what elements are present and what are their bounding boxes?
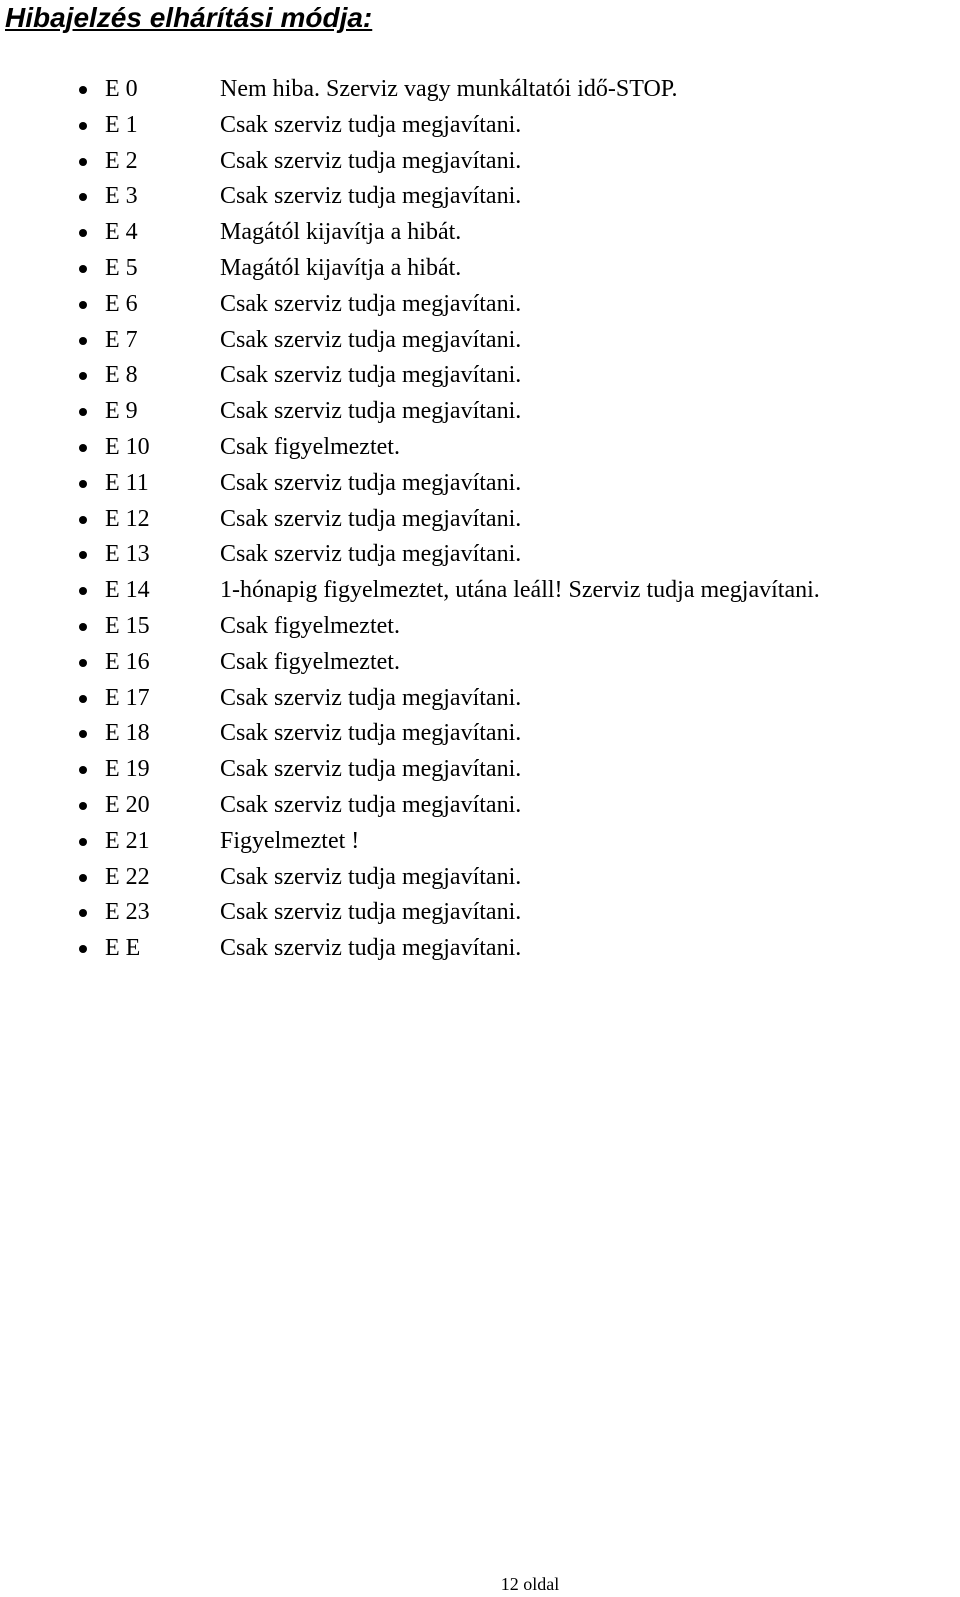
error-code: E 22	[105, 863, 150, 890]
list-item	[0, 931, 960, 967]
error-description: Magától kijavítja a hibát.	[220, 254, 462, 281]
bullet-icon	[79, 158, 87, 166]
page-number: 12 oldal	[500, 1574, 560, 1594]
error-description: Csak szerviz tudja megjavítani.	[220, 290, 522, 317]
bullet-icon	[79, 408, 87, 416]
bullet-icon	[79, 659, 87, 667]
error-description: Csak szerviz tudja megjavítani.	[220, 541, 522, 568]
bullet-icon	[79, 874, 87, 882]
list-item	[0, 251, 960, 287]
error-code: E 6	[105, 290, 138, 317]
list-item	[0, 430, 960, 466]
bullet-icon	[79, 301, 87, 309]
list-item	[0, 681, 960, 717]
error-code: E 7	[105, 326, 138, 353]
list-item	[0, 573, 960, 609]
error-description: Figyelmeztet !	[220, 827, 360, 854]
error-code: E 15	[105, 612, 150, 639]
bullet-icon	[79, 229, 87, 237]
list-item	[0, 895, 960, 931]
bullet-icon	[79, 372, 87, 380]
error-code: E 17	[105, 684, 150, 711]
error-description: Csak szerviz tudja megjavítani.	[220, 684, 522, 711]
error-code: E 0	[105, 76, 138, 102]
list-item	[0, 287, 960, 323]
error-code-list	[0, 72, 960, 967]
error-description: Csak szerviz tudja megjavítani.	[220, 505, 522, 532]
bullet-icon	[79, 265, 87, 273]
error-description: Csak szerviz tudja megjavítani.	[220, 147, 522, 174]
bullet-icon	[79, 766, 87, 774]
error-description: Csak szerviz tudja megjavítani.	[220, 935, 522, 962]
error-code: E 4	[105, 219, 138, 246]
bullet-icon	[79, 193, 87, 201]
error-description: 1-hónapig figyelmeztet, utána leáll! Szerviz tudja megjavítani.	[220, 577, 820, 604]
error-description: Csak szerviz tudja megjavítani.	[220, 111, 522, 138]
error-description: Csak szerviz tudja megjavítani.	[220, 326, 522, 353]
error-code: E 3	[105, 183, 138, 210]
error-description: Csak szerviz tudja megjavítani.	[220, 362, 522, 389]
bullet-icon	[79, 337, 87, 345]
list-item	[0, 788, 960, 824]
error-code: E 10	[105, 433, 150, 460]
list-item	[0, 323, 960, 359]
list-item	[0, 179, 960, 215]
error-code: E 13	[105, 541, 150, 568]
list-item	[0, 358, 960, 394]
error-description: Nem hiba. Szerviz vagy munkáltatói idő-STOP.	[220, 76, 678, 102]
error-code: E 14	[105, 577, 150, 604]
bullet-icon	[79, 695, 87, 703]
list-item	[0, 824, 960, 860]
error-code: E 19	[105, 756, 150, 783]
error-description: Csak figyelmeztet.	[220, 433, 400, 460]
error-description: Csak szerviz tudja megjavítani.	[220, 756, 522, 783]
error-description: Csak szerviz tudja megjavítani.	[220, 469, 522, 496]
list-item	[0, 716, 960, 752]
bullet-icon	[79, 945, 87, 953]
error-description: Csak figyelmeztet.	[220, 648, 400, 675]
bullet-icon	[79, 444, 87, 452]
list-item	[0, 144, 960, 180]
list-item	[0, 108, 960, 144]
list-item	[0, 394, 960, 430]
bullet-icon	[79, 838, 87, 846]
error-code: E 12	[105, 505, 150, 532]
error-code: E 23	[105, 899, 150, 926]
error-code: E 9	[105, 398, 138, 425]
list-item	[0, 466, 960, 502]
list-item	[0, 645, 960, 681]
list-item	[0, 609, 960, 645]
list-item	[0, 860, 960, 896]
page-title: Hibajelzés elhárítási módja:	[5, 2, 373, 33]
bullet-icon	[79, 587, 87, 595]
error-code: E 8	[105, 362, 138, 389]
list-item	[0, 752, 960, 788]
bullet-icon	[79, 551, 87, 559]
list-item	[0, 215, 960, 251]
list-item	[0, 72, 960, 108]
error-description: Csak szerviz tudja megjavítani.	[220, 720, 522, 747]
bullet-icon	[79, 623, 87, 631]
error-code: E 20	[105, 791, 150, 818]
error-code: E 11	[105, 469, 149, 496]
bullet-icon	[79, 730, 87, 738]
bullet-icon	[79, 516, 87, 524]
bullet-icon	[79, 86, 87, 94]
bullet-icon	[79, 802, 87, 810]
error-description: Csak figyelmeztet.	[220, 612, 400, 639]
bullet-icon	[79, 909, 87, 917]
error-description: Csak szerviz tudja megjavítani.	[220, 791, 522, 818]
error-code: E E	[105, 935, 141, 962]
bullet-icon	[79, 480, 87, 488]
error-code: E 5	[105, 254, 138, 281]
error-code: E 18	[105, 720, 150, 747]
bullet-icon	[79, 122, 87, 130]
error-code: E 16	[105, 648, 150, 675]
error-code: E 21	[105, 827, 150, 854]
error-description: Csak szerviz tudja megjavítani.	[220, 398, 522, 425]
error-description: Csak szerviz tudja megjavítani.	[220, 183, 522, 210]
list-item	[0, 502, 960, 538]
error-code: E 2	[105, 147, 138, 174]
list-item	[0, 537, 960, 573]
error-code: E 1	[105, 111, 138, 138]
error-description: Csak szerviz tudja megjavítani.	[220, 899, 522, 926]
error-description: Csak szerviz tudja megjavítani.	[220, 863, 522, 890]
error-description: Magától kijavítja a hibát.	[220, 219, 462, 246]
